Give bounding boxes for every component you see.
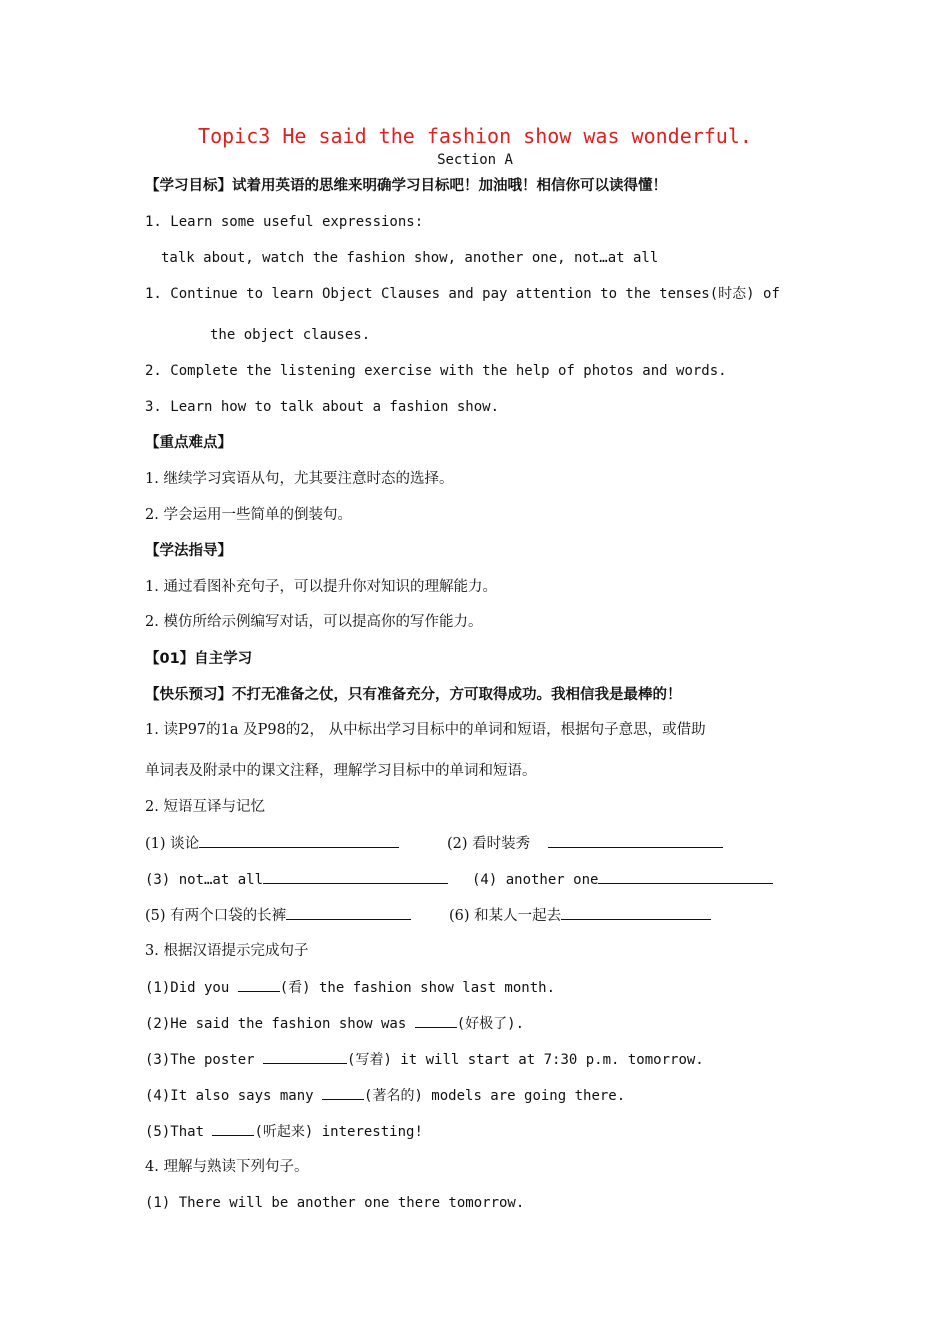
sentence-item: (3)The poster (写着) it will start at 7:30 p.m. tomorrow. — [145, 1049, 704, 1070]
phrase-row — [145, 905, 411, 926]
phrase-prompt: (2) 看时装秀 — [447, 836, 531, 852]
section-subtitle: Section A — [437, 152, 513, 168]
phrase-row — [472, 869, 773, 890]
goal-item: 1. Learn some useful expressions: — [145, 214, 424, 230]
goal-item: 3. Learn how to talk about a fashion show. — [145, 399, 500, 415]
method-item: 1. 通过看图补充句子，可以提升你对知识的理解能力。 — [145, 579, 497, 595]
reading-sentence: (1) There will be another one there tomorrow. — [145, 1195, 525, 1211]
key-point-item: 2. 学会运用一些简单的倒装句。 — [145, 507, 352, 523]
goal-item: 1. Continue to learn Object Clauses and pay attention to the tenses(时态) of — [145, 286, 780, 302]
method-heading: 【学法指导】 — [145, 543, 232, 559]
answer-blank[interactable] — [322, 1085, 364, 1100]
preview-heading: 【快乐预习】不打无准备之仗，只有准备充分，方可取得成功。我相信我是最棒的！ — [145, 687, 682, 703]
preview-instruction-continued: 单词表及附录中的课文注释，理解学习目标中的单词和短语。 — [145, 763, 537, 779]
key-point-item: 1. 继续学习宾语从句，尤其要注意时态的选择。 — [145, 471, 454, 487]
page-title: Topic3 He said the fashion show was wonderful. — [198, 124, 752, 148]
phrase-row — [447, 833, 723, 854]
goal-item: 2. Complete the listening exercise with the help of photos and words. — [145, 363, 727, 379]
goals-heading: 【学习目标】试着用英语的思维来明确学习目标吧！加油哦！相信你可以读得懂！ — [145, 178, 667, 194]
answer-blank[interactable] — [238, 977, 280, 992]
answer-blank[interactable] — [561, 905, 711, 920]
preview-instruction: 1. 读P97的1a 及P98的2， 从中标出学习目标中的单词和短语，根据句子意思，或借助 — [145, 722, 706, 738]
answer-blank[interactable] — [263, 869, 448, 884]
reading-exercise-heading: 4. 理解与熟读下列句子。 — [145, 1159, 309, 1175]
phrase-prompt: (1) 谈论 — [145, 836, 200, 852]
phrase-row — [145, 869, 448, 890]
self-study-heading: 【01】自主学习 — [145, 651, 253, 667]
answer-blank[interactable] — [199, 833, 399, 848]
sentence-item: (2)He said the fashion show was (好极了). — [145, 1013, 524, 1034]
answer-blank[interactable] — [548, 833, 723, 848]
answer-blank[interactable] — [415, 1013, 457, 1028]
sentence-item: (4)It also says many (著名的) models are going there. — [145, 1085, 625, 1106]
phrase-prompt: (5) 有两个口袋的长裤 — [145, 908, 287, 924]
sentence-exercise-heading: 3. 根据汉语提示完成句子 — [145, 943, 309, 959]
phrase-prompt: (4) another one — [472, 872, 599, 888]
sentence-item: (1)Did you (看) the fashion show last month. — [145, 977, 555, 998]
goal-expressions: talk about, watch the fashion show, another one, not…at all — [161, 250, 659, 266]
answer-blank[interactable] — [286, 905, 411, 920]
phrase-row — [145, 833, 399, 854]
phrase-prompt: (6) 和某人一起去 — [449, 908, 562, 924]
answer-blank[interactable] — [598, 869, 773, 884]
phrase-prompt: (3) not…at all — [145, 872, 264, 888]
key-points-heading: 【重点难点】 — [145, 435, 232, 451]
sentence-item: (5)That (听起来) interesting! — [145, 1121, 423, 1142]
goal-item-continued: the object clauses. — [210, 327, 371, 343]
phrase-exercise-heading: 2. 短语互译与记忆 — [145, 799, 265, 815]
phrase-row — [449, 905, 711, 926]
answer-blank[interactable] — [212, 1121, 254, 1136]
method-item: 2. 模仿所给示例编写对话，可以提高你的写作能力。 — [145, 614, 483, 630]
answer-blank[interactable] — [263, 1049, 347, 1064]
